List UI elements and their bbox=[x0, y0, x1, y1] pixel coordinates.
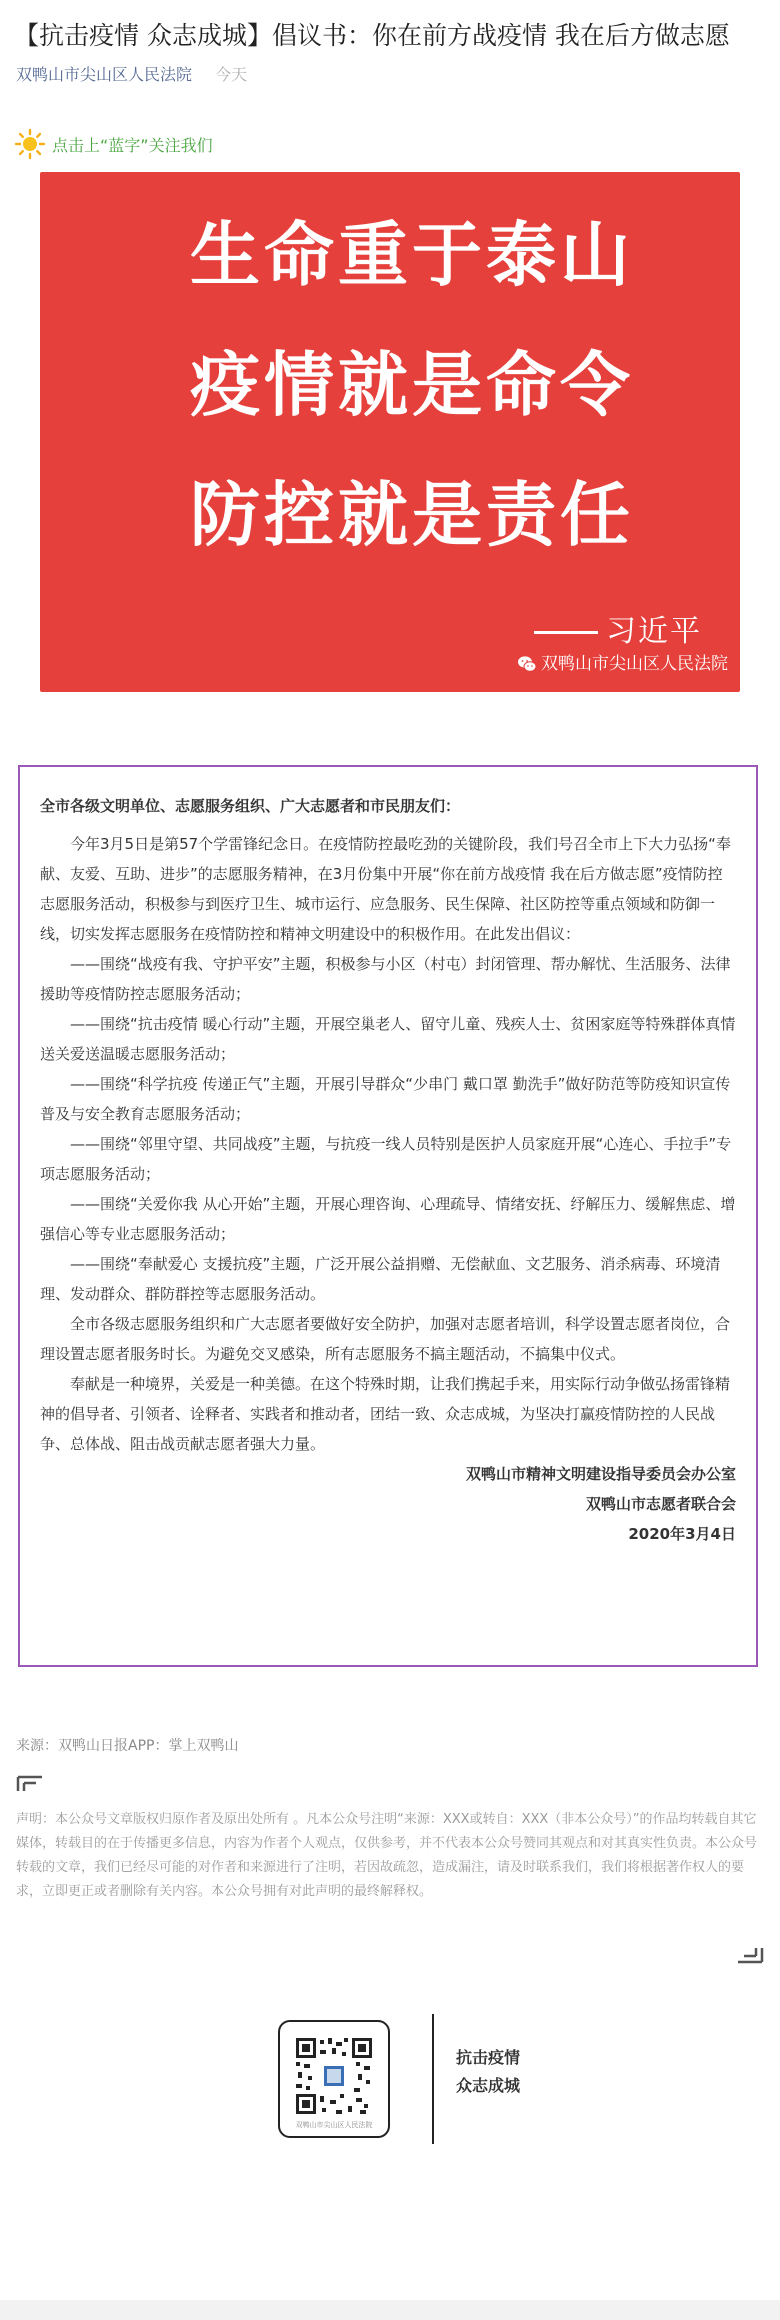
slogan-banner bbox=[40, 172, 740, 692]
account-name-link[interactable]: 双鸭山市尖山区人民法院 bbox=[16, 65, 193, 84]
letter-paragraph: ——围绕“科学抗疫 传递正气”主题，开展引导群众“少串门 戴口罩 勤洗手”做好防范等防疫知识宣传普及与安全教育志愿服务活动； bbox=[40, 1075, 731, 1123]
follow-prompt-text: 点击上“蓝字”关注我们 bbox=[52, 135, 213, 155]
slogan-line-2: 疫情就是命令 bbox=[190, 344, 634, 426]
letter-paragraph: ——围绕“抗击疫情 暖心行动”主题，开展空巢老人、留守儿童、残疾人士、贫困家庭等特殊群体真情送关爱送温暖志愿服务活动； bbox=[40, 1015, 736, 1063]
qr-code-icon bbox=[294, 2036, 374, 2116]
article-meta bbox=[16, 62, 247, 88]
letter-paragraph: 今年3月5日是第57个学雷锋纪念日。在疫情防控最吃劲的关键阶段，我们号召全市上下大力弘扬“奉献、友爱、互助、进步”的志愿服务精神，在3月份集中开展“你在前方战疫情 我在后方做志愿”疫情防控志愿服务活动，积极参与到医疗卫生、城市运行、应急服务、民生保障、社区防控等重点领域和防御一线，切实发挥志愿服务在疫情防控和精神文明建设中的积极作用。在此发出倡议： bbox=[40, 835, 731, 943]
letter-paragraph: ——围绕“奉献爱心 支援抗疫”主题，广泛开展公益捐赠、无偿献血、文艺服务、消杀病毒、环境清理、发动群众、群防群控等志愿服务活动。 bbox=[40, 1255, 721, 1303]
letter-paragraph: ——围绕“邻里守望、共同战疫”主题，与抗疫一线人员特别是医护人员家庭开展“心连心、手拉手”专项志愿服务活动； bbox=[40, 1135, 732, 1183]
letter-paragraph: ——围绕“战疫有我、守护平安”主题，积极参与小区（村屯）封闭管理、帮办解忧、生活服务、法律援助等疫情防控志愿服务活动； bbox=[40, 955, 731, 1003]
letter-signer: 双鸭山市志愿者联合会 bbox=[585, 1495, 736, 1513]
slogan-line-3: 防控就是责任 bbox=[190, 474, 634, 556]
qr-slogan-line: 抗击疫情 bbox=[456, 2048, 521, 2067]
signature-text: 习近平 bbox=[606, 614, 702, 649]
watermark-text: 双鸭山市尖山区人民法院 bbox=[541, 654, 728, 674]
qr-caption: 双鸭山市尖山区人民法院 bbox=[295, 2121, 373, 2129]
letter-signer: 双鸭山市精神文明建设指导委员会办公室 bbox=[465, 1465, 736, 1483]
banner-signature bbox=[534, 612, 702, 652]
vertical-divider bbox=[432, 2014, 434, 2144]
letter-paragraph: 奉献是一种境界，关爱是一种美德。在这个特殊时期，让我们携起手来，用实际行动争做弘扬雷锋精神的倡导者、引领者、诠释者、实践者和推动者，团结一致、众志成城，为坚决打赢疫情防控的人民战争、总体战、阻击战贡献志愿者强大力量。 bbox=[40, 1375, 731, 1453]
qr-slogan-line: 众志成城 bbox=[456, 2076, 521, 2095]
follow-prompt[interactable] bbox=[14, 127, 213, 161]
dash-divider bbox=[534, 631, 598, 634]
close-quote-bracket-icon bbox=[736, 1946, 764, 1964]
letter-paragraph: 全市各级志愿服务组织和广大志愿者要做好安全防护，加强对志愿者培训，科学设置志愿者岗位，合理设置志愿者服务时长。为避免交叉感染，所有志愿服务不搞主题活动，不搞集中仪式。 bbox=[40, 1315, 731, 1363]
qr-slogan bbox=[456, 2044, 520, 2100]
letter-salutation: 全市各级文明单位、志愿服务组织、广大志愿者和市民朋友们： bbox=[40, 797, 461, 815]
publish-date: 今天 bbox=[215, 65, 248, 84]
article-title: 【抗击疫情 众志成城】倡议书：你在前方战疫情 我在后方做志愿 bbox=[14, 21, 730, 50]
proposal-letter bbox=[18, 765, 758, 1667]
sun-icon bbox=[14, 128, 46, 160]
slogan-line-1: 生命重于泰山 bbox=[190, 214, 634, 296]
qr-code-card[interactable] bbox=[278, 2020, 390, 2138]
disclaimer-text: 声明：本公众号文章版权归原作者及原出处所有 。凡本公众号注明“来源：XXX或转自：XXX（非本公众号）”的作品均转载自其它媒体，转载目的在于传播更多信息，内容为作者个人观点，仅供参考，并不代表本公众号赞同其观点和对其真实性负责。本公众号转载的文章，我们已经尽可能的对作者和来源进行了注明，若因故疏忽，造成漏注，请及时联系我们，我们将根据著作权人的要求，立即更正或者删除有关内容。本公众号拥有对此声明的最终解释权。 bbox=[16, 1812, 758, 1899]
open-quote-bracket-icon bbox=[16, 1775, 44, 1793]
letter-paragraph: ——围绕“关爱你我 从心开始”主题，开展心理咨询、心理疏导、情绪安抚、纾解压力、缓解焦虑、增强信心等专业志愿服务活动； bbox=[40, 1195, 736, 1243]
page-footer-strip bbox=[0, 2300, 780, 2320]
source-note: 来源：双鸭山日报APP：掌上双鸭山 bbox=[16, 1738, 239, 1754]
wechat-icon bbox=[517, 654, 537, 674]
letter-date: 2020年3月4日 bbox=[628, 1525, 736, 1543]
banner-watermark bbox=[517, 650, 728, 678]
